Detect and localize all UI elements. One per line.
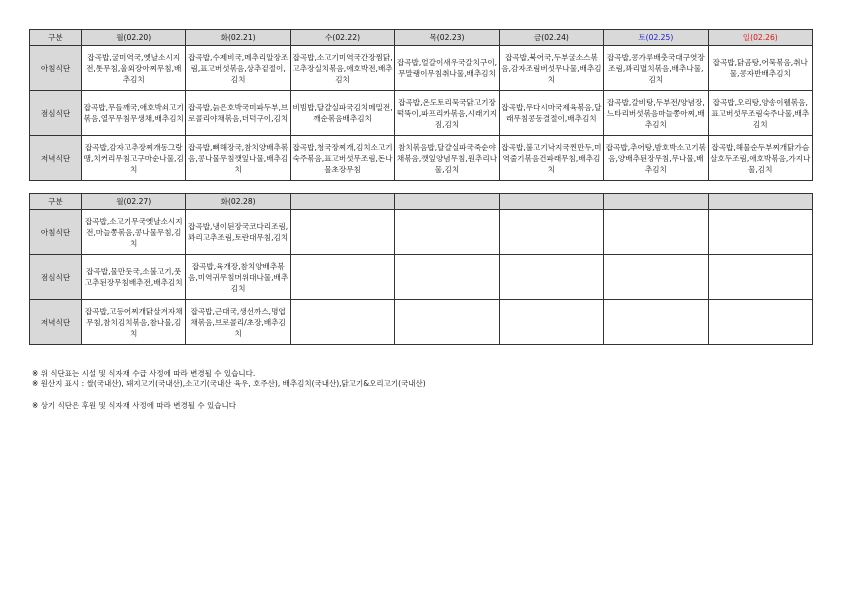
day-header: [499, 194, 603, 210]
day-header: 수(02.22): [290, 30, 394, 46]
menu-cell: 잡곡밥,오리탕,양송이웰볶음,표고버섯무조림숙주나물,배추김치: [708, 91, 812, 136]
note-donation-change: ※ 상기 식단은 후원 및 식자재 사정에 따라 변경될 수 있습니다: [32, 401, 237, 410]
menu-cell: 잡곡밥,굴미역국,옛날소시지전,톳무침,울외장아찌무침,배추김치: [82, 46, 186, 91]
day-header: [395, 194, 499, 210]
row-label-dinner: 저녁식단: [30, 136, 82, 181]
row-label-lunch: 점심식단: [30, 255, 82, 300]
menu-cell: 잡곡밥,늙은호박국미파두부,브로콜리야채볶음,더덕구이,김치: [186, 91, 290, 136]
menu-cell: [708, 210, 812, 255]
menu-cell: [604, 210, 708, 255]
menu-cell: 잡곡밥,뼈해장국,참치양배추볶음,콩나물무침깻잎나물,배추김치: [186, 136, 290, 181]
menu-cell: 잡곡밥,북어국,두부굴소스볶음,감자조림버섯무나물,배추김치: [499, 46, 603, 91]
menu-cell: 잡곡밥,얼갈이새우국갈치구이,무말랭이무침취나물,배추김치: [395, 46, 499, 91]
day-header: [604, 194, 708, 210]
breakfast-row: [30, 210, 813, 255]
menu-cell: 잡곡밥,추어탕,밤호박소고기볶음,양배추된장무침,무나물,배추김치: [604, 136, 708, 181]
menu-cell: 잡곡밥,갈비탕,두부전/양념장,느타리버섯볶음마늘쫑아찌,배추김치: [604, 91, 708, 136]
menu-cell: [395, 255, 499, 300]
menu-cell: 잡곡밥,무들깨국,애호박쇠고기볶음,열무무침무생채,배추김치: [82, 91, 186, 136]
lunch-row: [30, 91, 813, 136]
menu-cell: 잡곡밥,근대국,생선까스,명엽채볶음,브로콜리/초장,배추김치: [186, 300, 290, 345]
menu-cell: 비빔밥,달걀실파국김치메밀전,깨순볶음배추김치: [290, 91, 394, 136]
day-header: 월(02.20): [82, 30, 186, 46]
week1-menu-table: [29, 29, 813, 181]
menu-cell: [395, 210, 499, 255]
lunch-row: [30, 255, 813, 300]
menu-cell: 잡곡밥,콩가루배춧국대구엿장조림,꽈리멸치볶음,배추나물,김치: [604, 46, 708, 91]
menu-cell: [604, 300, 708, 345]
menu-cell: 잡곡밥,소고기미역국간장찜닭,고추장실치볶음,애호박전,배추김치: [290, 46, 394, 91]
menu-cell: [708, 300, 812, 345]
menu-cell: 잡곡밥,불고기낙지국찐만두,미역줄기볶음건파래무침,배추김치: [499, 136, 603, 181]
dinner-row: [30, 136, 813, 181]
row-label-breakfast: 아침식단: [30, 46, 82, 91]
menu-cell: 잡곡밥,감자고추장찌개동그랑땡,치커리무침고구마순나물,김치: [82, 136, 186, 181]
note-schedule-change: ※ 위 식단표는 시설 및 식자재 수급 사정에 따라 변경될 수 있습니다.: [32, 369, 256, 378]
day-header: 월(02.27): [82, 194, 186, 210]
menu-cell: 잡곡밥,온도토리묵국닭고기장떡뚝이,파프리카볶음,시래기지짐,김치: [395, 91, 499, 136]
menu-cell: [499, 210, 603, 255]
menu-cell: 잡곡밥,무다시마국제육볶음,달래무침콩동결절이,배추김치: [499, 91, 603, 136]
header-label: 구분: [30, 30, 82, 46]
menu-cell: [290, 300, 394, 345]
menu-cell: 잡곡밥,고등어찌개닭살겨자채무침,참치김치볶음,참나물,김치: [82, 300, 186, 345]
menu-cell: 잡곡밥,청국장찌개,김치소고기숙주볶음,표고버섯무조림,돈나물초장무침: [290, 136, 394, 181]
menu-cell: [290, 255, 394, 300]
day-header: [708, 194, 812, 210]
dinner-row: [30, 300, 813, 345]
menu-cell: 잡곡밥,육개장,참치양배추볶음,미역귀무침머위대나물,배추김치: [186, 255, 290, 300]
menu-cell: 참치볶음밥,달걀실파국죽순야채볶음,깻잎양념무침,원추리나물,김치: [395, 136, 499, 181]
day-header: 화(02.28): [186, 194, 290, 210]
menu-cell: [395, 300, 499, 345]
day-header-saturday: 토(02.25): [604, 30, 708, 46]
menu-cell: [499, 255, 603, 300]
menu-cell: [499, 300, 603, 345]
day-header: [290, 194, 394, 210]
week2-menu-table: [29, 193, 813, 345]
menu-cell: 잡곡밥,냉이된장국코다리조림,꽈리고추조림,토란대무침,김치: [186, 210, 290, 255]
breakfast-row: [30, 46, 813, 91]
day-header: 금(02.24): [499, 30, 603, 46]
menu-cell: [604, 255, 708, 300]
header-row: [30, 194, 813, 210]
day-header: 화(02.21): [186, 30, 290, 46]
row-label-lunch: 점심식단: [30, 91, 82, 136]
menu-cell: [708, 255, 812, 300]
menu-cell: 잡곡밥,수제비국,메추리알장조림,표고버섯볶음,상추겉절이,김치: [186, 46, 290, 91]
menu-cell: 잡곡밥,소고기무국옛날소시지전,마늘쫑볶음,콩나물무침,김치: [82, 210, 186, 255]
menu-cell: 잡곡밥,닭곰탕,어묵볶음,취나물,콩자반배추김치: [708, 46, 812, 91]
header-row: [30, 30, 813, 46]
header-label: 구분: [30, 194, 82, 210]
menu-cell: 잡곡밥,물만둣국,소불고기,풋고추된장무침배추전,배추김치: [82, 255, 186, 300]
menu-cell: [290, 210, 394, 255]
day-header: 목(02.23): [395, 30, 499, 46]
note-origin-label: ※ 원산지 표시 : 쌀(국내산), 돼지고기(국내산),소고기(국내산 육우, 호주산), 배추김치(국내산),닭고기&오리고기(국내산): [32, 379, 426, 388]
menu-cell: 잡곡밥,해물순두부찌개닭가슴살호두조림,애호박볶음,가지나물,김치: [708, 136, 812, 181]
row-label-breakfast: 아침식단: [30, 210, 82, 255]
row-label-dinner: 저녁식단: [30, 300, 82, 345]
day-header-sunday: 일(02.26): [708, 30, 812, 46]
